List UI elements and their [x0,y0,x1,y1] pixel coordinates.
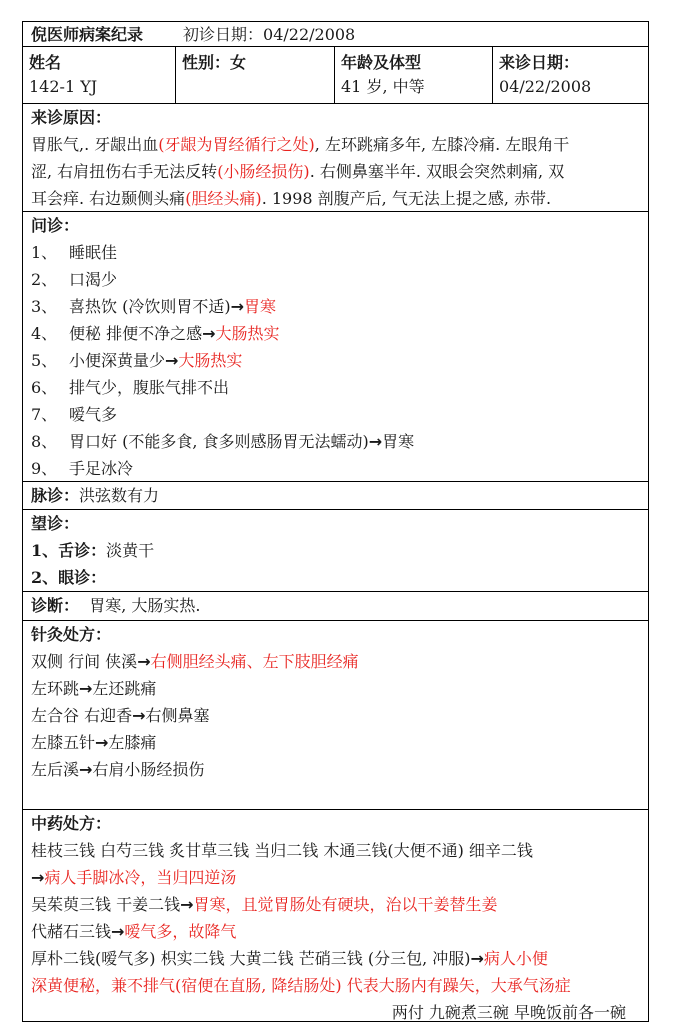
record-title: 倪医师病案纪录 [31,25,144,44]
acupuncture-target: 左膝痛 [108,733,157,752]
inquiry-list [31,239,640,482]
herbal-line [31,891,640,918]
visit-date-value: 04/22/2008 [499,77,592,96]
arrow-icon: → [165,351,179,370]
reason-text: . 右侧鼻塞半年. 双眼会突然刺痛, 双 [309,162,565,181]
inquiry-result: 胃寒 [382,432,415,451]
inquiry-number: 6、 [31,378,58,397]
acupuncture-points: 左后溪 [31,760,80,779]
inquiry-item [31,428,640,455]
herbal-ingredients: 代赭石三钱 [31,922,112,941]
first-visit-date: 初诊日期：04/22/2008 [183,25,356,44]
age-label: 年龄及体型 [341,53,422,72]
arrow-icon: → [31,868,45,887]
visit-reason-line [31,158,640,185]
herbal-rationale: 嗳气多，故降气 [124,922,237,941]
acupuncture-title: 针灸处方： [31,625,112,644]
acupuncture-line [31,756,640,783]
acupuncture-line [31,675,640,702]
gender-cell [176,47,335,103]
observation-title: 望诊： [31,514,80,533]
inquiry-text: 嗳气多 [69,405,118,424]
patient-name-cell [23,47,176,103]
inquiry-result: 胃寒 [243,297,276,316]
reason-text: 耳会痒. 右边颞侧头痛 [31,189,186,208]
inquiry-text: 睡眠佳 [69,243,118,262]
arrow-icon: → [180,895,194,914]
visit-date-label: 来诊日期： [499,53,580,72]
eye-label: 2、眼诊： [31,568,107,587]
age-value: 41 岁, 中等 [341,77,425,96]
herbal-line [31,972,640,999]
pulse-text: 洪弦数有力 [79,486,160,505]
inquiry-section [23,212,648,482]
arrow-icon: → [79,679,93,698]
tongue-label: 1、舌诊： [31,541,107,560]
patient-info-row [23,47,648,104]
patient-name-value: 142-1 YJ [29,77,98,96]
acupuncture-line [31,648,640,675]
inquiry-text: 手足冰冷 [69,459,134,478]
herbal-rationale: 病人小便 [483,949,548,968]
inquiry-text: 排气少，腹胀气排不出 [69,378,230,397]
observation-section [23,510,648,592]
reason-text: 胃胀气,. 牙龈出血 [31,135,159,154]
pulse-line [31,482,640,509]
visit-reason-title: 来诊原因： [31,108,112,127]
acupuncture-points: 左环跳 [31,679,80,698]
herbal-line [31,918,640,945]
herbal-rationale: 深黄便秘，兼不排气(宿便在直肠, 降结肠处) 代表大肠内有躁矢，大承气汤症 [31,976,571,995]
inquiry-number: 2、 [31,270,58,289]
reason-text: . 1998 剖腹产后, 气无法上提之感, 赤带. [261,189,552,208]
reason-note: (小肠经损伤) [217,162,310,181]
inquiry-item [31,293,640,320]
visit-reason-section [23,104,648,212]
acupuncture-points: 双侧 行间 侠溪 [31,652,138,671]
arrow-icon: → [132,706,146,725]
patient-name-label: 姓名 [29,53,62,72]
reason-text: 涩, 右肩扭伤右手无法反转 [31,162,218,181]
pulse-section [23,482,648,510]
arrow-icon: → [95,733,109,752]
reason-text: , 左环跳痛多年, 左膝冷痛. 左眼角干 [314,135,570,154]
arrow-icon: → [470,949,484,968]
herbal-ingredients: 吴茱萸三钱 干姜二钱 [31,895,181,914]
diagnosis-line [31,592,640,619]
inquiry-title: 问诊： [31,216,80,235]
acupuncture-section [23,621,648,810]
inquiry-text: 喜热饮 (冷饮则胃不适) [69,297,231,316]
acupuncture-points: 左膝五针 [31,733,96,752]
inquiry-number: 1、 [31,243,58,262]
visit-reason-line [31,131,640,158]
acupuncture-target: 右侧鼻塞 [145,706,210,725]
record-header [23,22,648,47]
gender-value [182,75,334,99]
herbal-ingredients: 桂枝三钱 白芍三钱 炙甘草三钱 当归二钱 木通三钱(大便不通) 细辛二钱 [31,841,533,860]
inquiry-text: 便秘 排便不净之感 [69,324,203,343]
inquiry-number: 5、 [31,351,58,370]
reason-note: (胆经头痛) [185,189,262,208]
tongue-text: 淡黄干 [106,541,155,560]
arrow-icon: → [79,760,93,779]
inquiry-item [31,320,640,347]
inquiry-item [31,347,640,374]
gender-label: 性别：女 [182,53,247,72]
herbal-section [23,810,648,1022]
inquiry-number: 9、 [31,459,58,478]
acupuncture-line [31,729,640,756]
inquiry-number: 8、 [31,432,58,451]
arrow-icon: → [368,432,383,451]
herbal-line [31,864,640,891]
arrow-icon: → [111,922,125,941]
herbal-rationale: 病人手脚冰冷，当归四逆汤 [44,868,237,887]
inquiry-text: 小便深黄量少 [69,351,166,370]
herbal-title: 中药处方： [31,814,112,833]
inquiry-item [31,401,640,428]
inquiry-item [31,374,640,401]
inquiry-number: 3、 [31,297,58,316]
diagnosis-text: 胃寒, 大肠实热. [89,596,201,615]
pulse-label: 脉诊： [31,486,80,505]
inquiry-number: 7、 [31,405,58,424]
acupuncture-target: 左还跳痛 [92,679,157,698]
reason-note: (牙龈为胃经循行之处) [158,135,315,154]
arrow-icon: → [137,652,151,671]
arrow-icon: → [202,324,216,343]
age-cell [335,47,493,103]
medical-record-sheet [22,21,649,1022]
inquiry-item [31,266,640,293]
inquiry-number: 4、 [31,324,58,343]
dosage-instructions: 两付 九碗煮三碗 早晚饭前各一碗 [391,1003,626,1022]
acupuncture-target: 右侧胆经头痛、左下肢胆经痛 [150,652,359,671]
inquiry-item [31,239,640,266]
tongue-line [31,537,640,564]
diagnosis-section [23,592,648,621]
inquiry-result: 大肠热实 [178,351,243,370]
diagnosis-label: 诊断： [31,596,80,615]
inquiry-text: 口渴少 [69,270,118,289]
herbal-line [31,837,640,864]
acupuncture-target: 右肩小肠经损伤 [92,760,205,779]
acupuncture-points: 左合谷 右迎香 [31,706,133,725]
herbal-rationale: 胃寒，且觉胃肠处有硬块，治以干姜替生姜 [193,895,498,914]
inquiry-item [31,455,640,482]
inquiry-text: 胃口好 (不能多食, 食多则感肠胃无法蠕动) [69,432,369,451]
herbal-line [31,945,640,972]
arrow-icon: → [230,297,244,316]
visit-reason-line [31,185,640,212]
visit-date-cell [493,47,648,103]
eye-line [31,564,640,591]
inquiry-result: 大肠热实 [215,324,280,343]
acupuncture-line [31,702,640,729]
herbal-ingredients: 厚朴二钱(嗳气多) 枳实二钱 大黄二钱 芒硝三钱 (分三包, 冲服) [31,949,471,968]
